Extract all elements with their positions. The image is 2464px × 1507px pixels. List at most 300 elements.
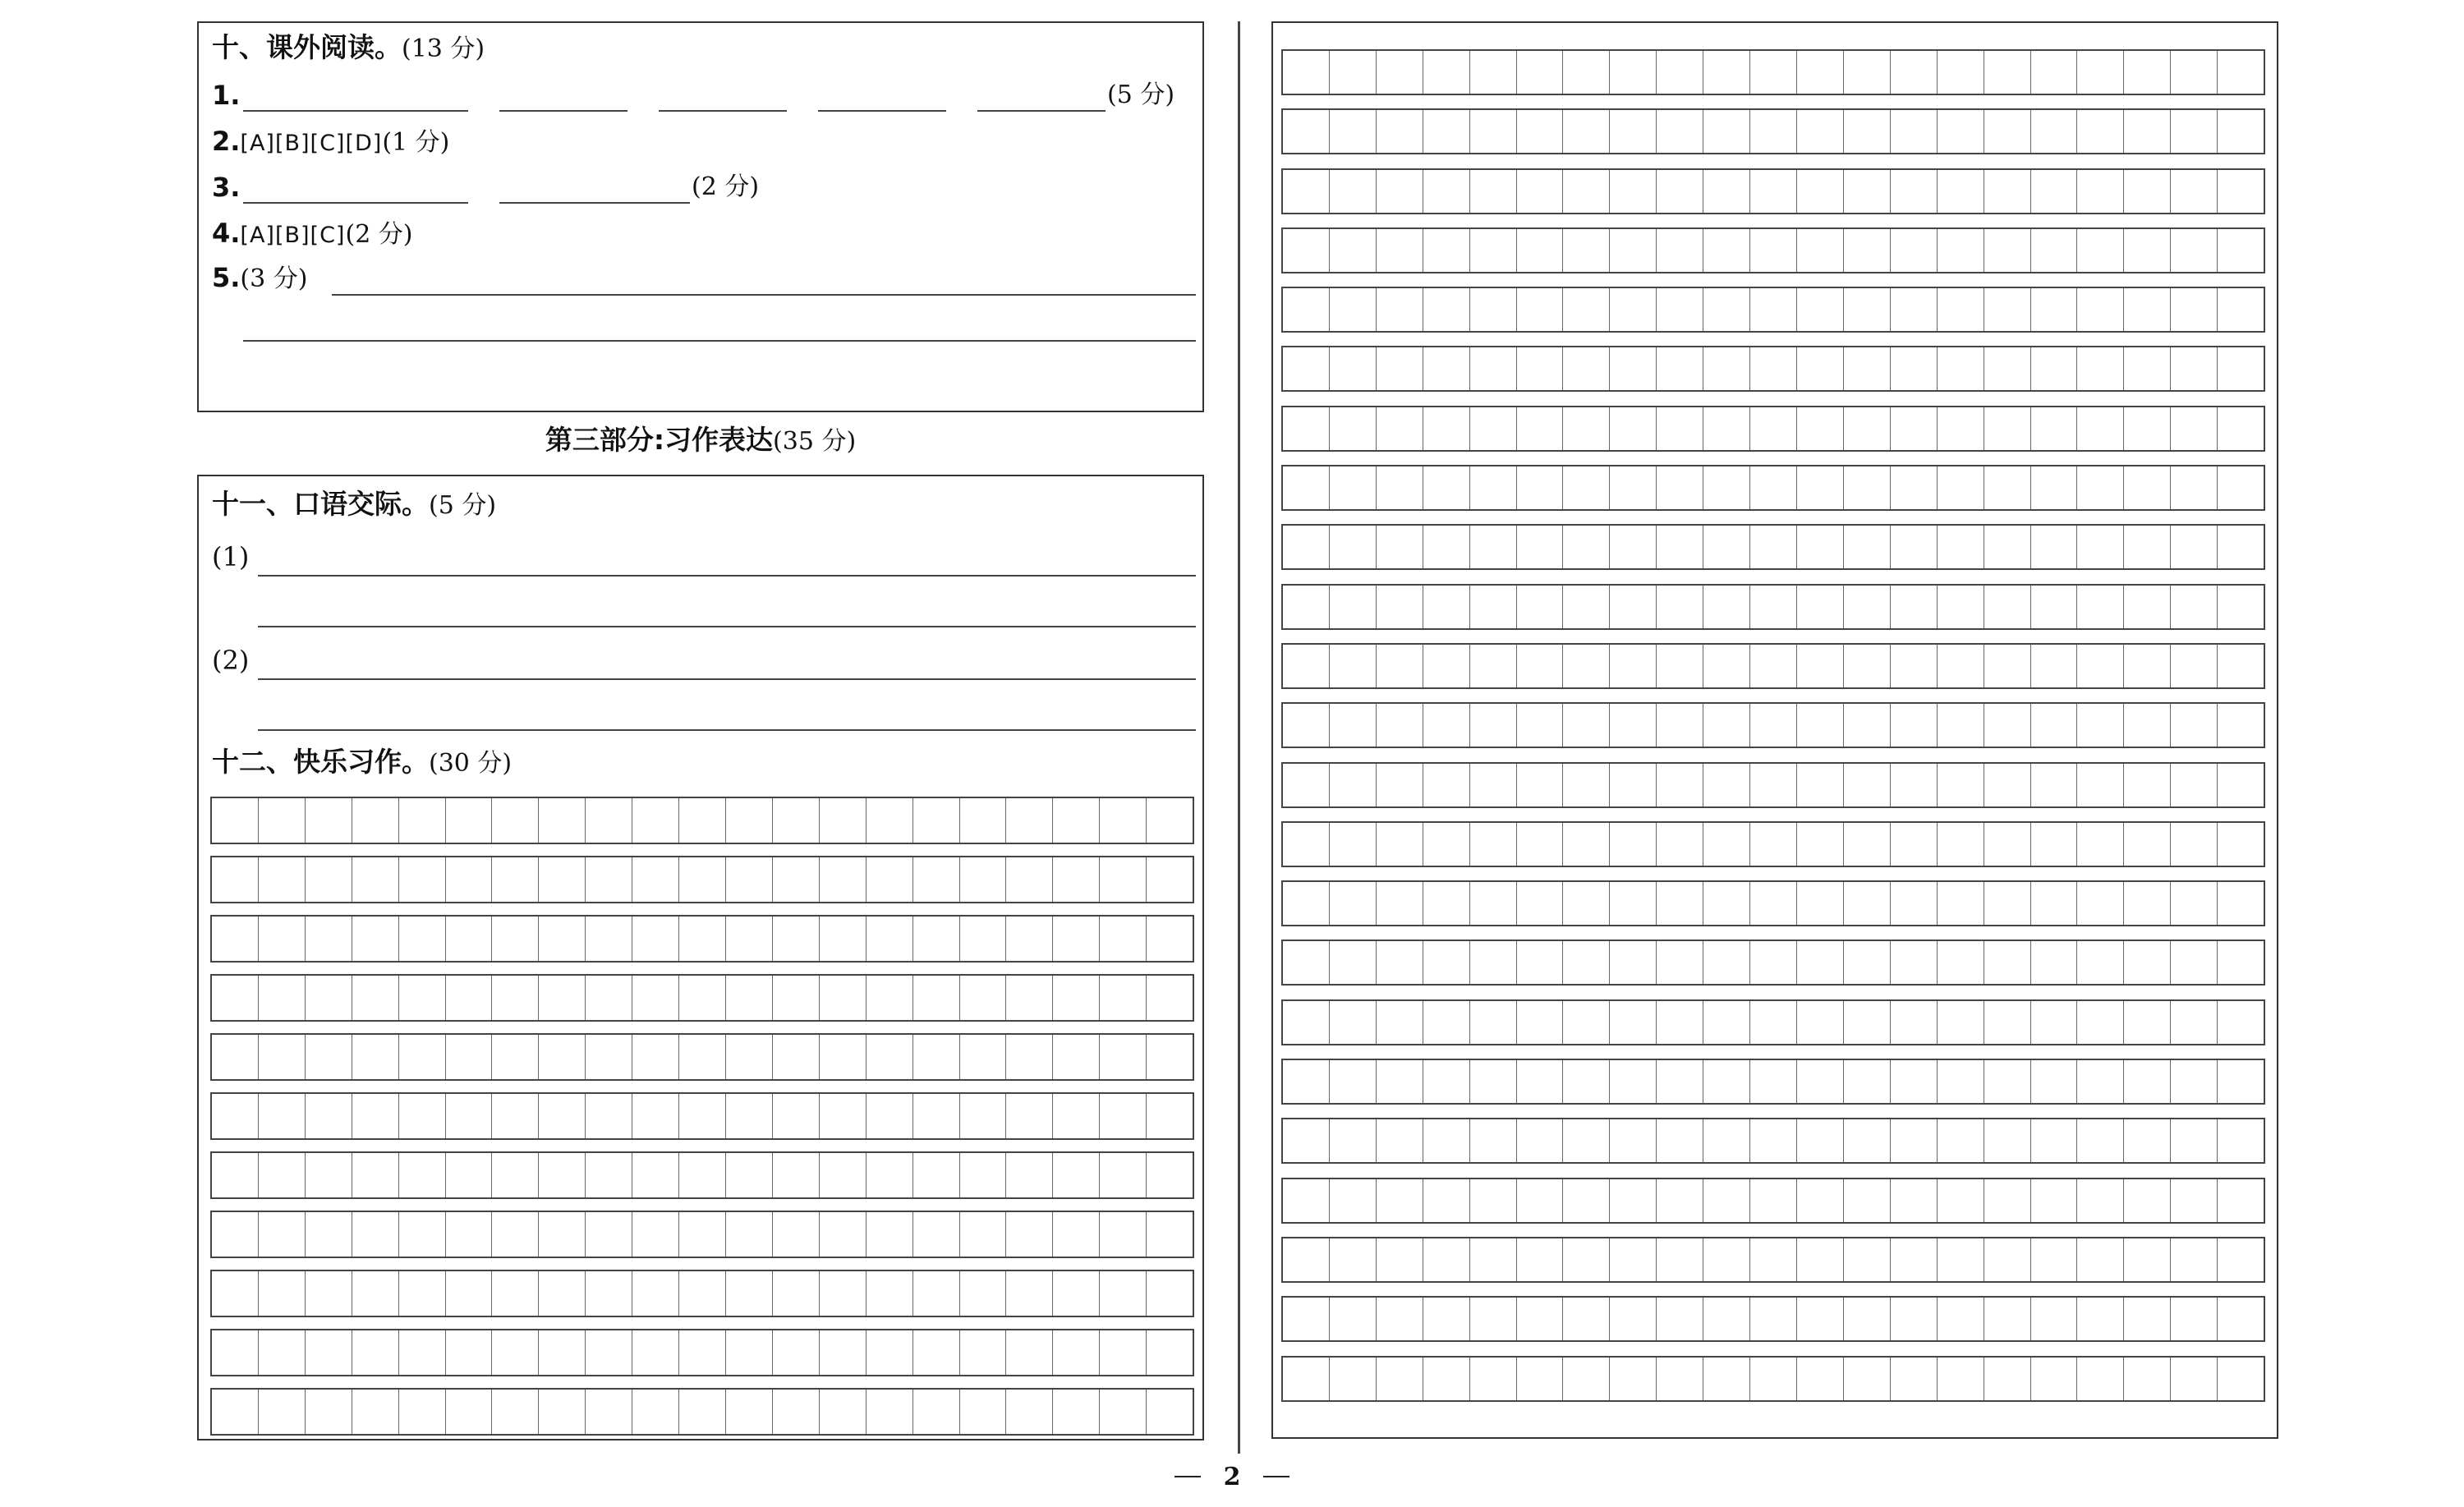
grid-cell[interactable]	[1749, 764, 1796, 806]
grid-cell[interactable]	[2170, 526, 2217, 568]
grid-cell[interactable]	[1656, 1179, 1703, 1222]
grid-cell[interactable]	[1843, 586, 1890, 628]
grid-cell[interactable]	[1099, 1271, 1146, 1316]
q5-answer-line-2[interactable]	[243, 340, 1196, 342]
grid-cell[interactable]	[2217, 882, 2264, 925]
grid-cell[interactable]	[1469, 941, 1516, 984]
grid-cell[interactable]	[258, 1330, 305, 1375]
grid-cell[interactable]	[959, 857, 1006, 902]
grid-cell[interactable]	[2217, 1238, 2264, 1281]
grid-cell[interactable]	[1423, 823, 1469, 866]
grid-cell[interactable]	[1562, 1238, 1609, 1281]
grid-cell[interactable]	[1099, 1094, 1146, 1138]
grid-cell[interactable]	[1283, 170, 1329, 213]
grid-cell[interactable]	[1376, 1179, 1423, 1222]
grid-cell[interactable]	[1890, 1179, 1937, 1222]
grid-cell[interactable]	[866, 917, 913, 961]
grid-cell[interactable]	[1376, 1238, 1423, 1281]
grid-cell[interactable]	[1937, 882, 1984, 925]
grid-cell[interactable]	[819, 1271, 866, 1316]
grid-cell[interactable]	[1283, 1179, 1329, 1222]
grid-cell[interactable]	[398, 1212, 445, 1257]
grid-cell[interactable]	[398, 917, 445, 961]
grid-cell[interactable]	[1937, 170, 1984, 213]
grid-cell[interactable]	[1283, 288, 1329, 331]
grid-cell[interactable]	[352, 798, 398, 843]
grid-cell[interactable]	[1843, 1298, 1890, 1340]
grid-cell[interactable]	[2217, 586, 2264, 628]
grid-cell[interactable]	[1005, 798, 1052, 843]
grid-cell[interactable]	[1516, 466, 1563, 509]
grid-cell[interactable]	[491, 857, 538, 902]
grid-cell[interactable]	[1005, 1153, 1052, 1197]
grid-cell[interactable]	[819, 1390, 866, 1434]
grid-cell[interactable]	[866, 1094, 913, 1138]
grid-cell[interactable]	[1749, 1298, 1796, 1340]
grid-cell[interactable]	[1283, 51, 1329, 94]
grid-cell[interactable]	[1749, 704, 1796, 747]
grid-cell[interactable]	[212, 798, 258, 843]
grid-cell[interactable]	[632, 1153, 678, 1197]
grid-cell[interactable]	[2123, 882, 2170, 925]
grid-cell[interactable]	[1749, 110, 1796, 153]
grid-cell[interactable]	[2123, 1238, 2170, 1281]
grid-cell[interactable]	[1423, 1179, 1469, 1222]
grid-cell[interactable]	[725, 857, 772, 902]
grid-cell[interactable]	[1283, 764, 1329, 806]
oral-item-2-line-2[interactable]	[258, 729, 1196, 731]
grid-cell[interactable]	[1099, 917, 1146, 961]
grid-cell[interactable]	[1469, 229, 1516, 272]
grid-cell[interactable]	[1562, 823, 1609, 866]
grid-cell[interactable]	[1609, 1298, 1656, 1340]
grid-cell[interactable]	[1609, 1119, 1656, 1162]
grid-cell[interactable]	[632, 798, 678, 843]
grid-cell[interactable]	[1609, 882, 1656, 925]
grid-cell[interactable]	[2030, 1119, 2077, 1162]
grid-cell[interactable]	[1656, 1001, 1703, 1044]
grid-cell[interactable]	[585, 798, 632, 843]
grid-cell[interactable]	[959, 1035, 1006, 1079]
grid-cell[interactable]	[2170, 1001, 2217, 1044]
grid-cell[interactable]	[1283, 586, 1329, 628]
grid-cell[interactable]	[1796, 407, 1843, 450]
grid-cell[interactable]	[1984, 288, 2030, 331]
grid-cell[interactable]	[959, 1390, 1006, 1434]
grid-cell[interactable]	[1423, 526, 1469, 568]
grid-cell[interactable]	[1283, 407, 1329, 450]
grid-cell[interactable]	[1890, 170, 1937, 213]
grid-cell[interactable]	[2030, 1238, 2077, 1281]
grid-cell[interactable]	[1890, 229, 1937, 272]
grid-cell[interactable]	[2123, 1179, 2170, 1222]
grid-cell[interactable]	[2170, 941, 2217, 984]
grid-cell[interactable]	[585, 1271, 632, 1316]
grid-cell[interactable]	[1984, 110, 2030, 153]
grid-cell[interactable]	[1796, 51, 1843, 94]
grid-cell[interactable]	[1283, 1001, 1329, 1044]
grid-cell[interactable]	[1843, 1179, 1890, 1222]
grid-cell[interactable]	[2076, 1358, 2123, 1400]
grid-cell[interactable]	[2030, 170, 2077, 213]
grid-cell[interactable]	[1843, 764, 1890, 806]
grid-cell[interactable]	[2030, 466, 2077, 509]
grid-cell[interactable]	[819, 798, 866, 843]
grid-cell[interactable]	[2076, 347, 2123, 390]
grid-cell[interactable]	[866, 976, 913, 1020]
grid-cell[interactable]	[2170, 764, 2217, 806]
grid-cell[interactable]	[1469, 704, 1516, 747]
grid-cell[interactable]	[1376, 1001, 1423, 1044]
grid-cell[interactable]	[2217, 764, 2264, 806]
grid-cell[interactable]	[1099, 1212, 1146, 1257]
grid-cell[interactable]	[2170, 347, 2217, 390]
grid-cell[interactable]	[632, 1212, 678, 1257]
grid-cell[interactable]	[1516, 1001, 1563, 1044]
grid-cell[interactable]	[1469, 1179, 1516, 1222]
grid-cell[interactable]	[2170, 407, 2217, 450]
grid-cell[interactable]	[305, 798, 352, 843]
grid-cell[interactable]	[212, 1390, 258, 1434]
grid-cell[interactable]	[1562, 1179, 1609, 1222]
grid-cell[interactable]	[212, 976, 258, 1020]
grid-cell[interactable]	[1937, 1358, 1984, 1400]
grid-cell[interactable]	[445, 1330, 492, 1375]
grid-cell[interactable]	[1423, 586, 1469, 628]
grid-cell[interactable]	[1516, 1060, 1563, 1103]
grid-cell[interactable]	[1329, 1060, 1376, 1103]
grid-cell[interactable]	[772, 1330, 819, 1375]
grid-cell[interactable]	[1516, 764, 1563, 806]
grid-cell[interactable]	[819, 1330, 866, 1375]
grid-cell[interactable]	[913, 798, 959, 843]
grid-cell[interactable]	[1843, 466, 1890, 509]
grid-cell[interactable]	[1283, 229, 1329, 272]
grid-cell[interactable]	[1516, 110, 1563, 153]
grid-cell[interactable]	[1749, 1238, 1796, 1281]
grid-cell[interactable]	[258, 1271, 305, 1316]
grid-cell[interactable]	[1890, 407, 1937, 450]
grid-cell[interactable]	[305, 976, 352, 1020]
grid-cell[interactable]	[1052, 1212, 1099, 1257]
grid-cell[interactable]	[1283, 704, 1329, 747]
grid-cell[interactable]	[1984, 823, 2030, 866]
grid-cell[interactable]	[1937, 526, 1984, 568]
grid-cell[interactable]	[2170, 170, 2217, 213]
grid-cell[interactable]	[1052, 1271, 1099, 1316]
grid-cell[interactable]	[772, 917, 819, 961]
grid-cell[interactable]	[678, 1153, 725, 1197]
grid-cell[interactable]	[1329, 526, 1376, 568]
grid-cell[interactable]	[2076, 1001, 2123, 1044]
grid-cell[interactable]	[1890, 1298, 1937, 1340]
grid-cell[interactable]	[1099, 1153, 1146, 1197]
grid-cell[interactable]	[1329, 407, 1376, 450]
grid-cell[interactable]	[1937, 764, 1984, 806]
grid-cell[interactable]	[1562, 586, 1609, 628]
grid-cell[interactable]	[1937, 1060, 1984, 1103]
grid-cell[interactable]	[1703, 882, 1749, 925]
grid-cell[interactable]	[2076, 1119, 2123, 1162]
grid-cell[interactable]	[491, 1094, 538, 1138]
grid-cell[interactable]	[1984, 466, 2030, 509]
grid-cell[interactable]	[2217, 1001, 2264, 1044]
grid-cell[interactable]	[1329, 586, 1376, 628]
grid-cell[interactable]	[725, 1035, 772, 1079]
grid-cell[interactable]	[1984, 347, 2030, 390]
grid-cell[interactable]	[678, 1094, 725, 1138]
grid-cell[interactable]	[1609, 110, 1656, 153]
grid-cell[interactable]	[2030, 704, 2077, 747]
grid-cell[interactable]	[1329, 1001, 1376, 1044]
grid-cell[interactable]	[585, 1390, 632, 1434]
grid-cell[interactable]	[1423, 407, 1469, 450]
grid-cell[interactable]	[2076, 586, 2123, 628]
grid-cell[interactable]	[2123, 170, 2170, 213]
grid-cell[interactable]	[1843, 170, 1890, 213]
grid-cell[interactable]	[1843, 704, 1890, 747]
q1-blank-2[interactable]	[499, 110, 627, 112]
grid-cell[interactable]	[2170, 1238, 2217, 1281]
grid-cell[interactable]	[1984, 882, 2030, 925]
grid-cell[interactable]	[538, 1330, 585, 1375]
grid-cell[interactable]	[1376, 586, 1423, 628]
grid-cell[interactable]	[2217, 526, 2264, 568]
grid-cell[interactable]	[772, 1153, 819, 1197]
grid-cell[interactable]	[1516, 229, 1563, 272]
grid-cell[interactable]	[1656, 1238, 1703, 1281]
grid-cell[interactable]	[959, 1271, 1006, 1316]
q3-blank-1[interactable]	[243, 202, 468, 204]
grid-cell[interactable]	[212, 1330, 258, 1375]
grid-cell[interactable]	[1005, 1094, 1052, 1138]
grid-cell[interactable]	[1376, 288, 1423, 331]
grid-cell[interactable]	[1052, 976, 1099, 1020]
oral-item-1-line-2[interactable]	[258, 626, 1196, 627]
grid-cell[interactable]	[1283, 1060, 1329, 1103]
grid-cell[interactable]	[1329, 764, 1376, 806]
grid-cell[interactable]	[352, 976, 398, 1020]
grid-cell[interactable]	[772, 1035, 819, 1079]
grid-cell[interactable]	[1469, 1358, 1516, 1400]
grid-cell[interactable]	[1146, 1094, 1193, 1138]
grid-cell[interactable]	[1749, 229, 1796, 272]
grid-cell[interactable]	[1656, 645, 1703, 687]
grid-cell[interactable]	[2076, 170, 2123, 213]
grid-cell[interactable]	[1843, 51, 1890, 94]
grid-cell[interactable]	[585, 857, 632, 902]
grid-cell[interactable]	[1376, 170, 1423, 213]
grid-cell[interactable]	[959, 1153, 1006, 1197]
grid-cell[interactable]	[1469, 586, 1516, 628]
grid-cell[interactable]	[678, 857, 725, 902]
grid-cell[interactable]	[678, 1271, 725, 1316]
grid-cell[interactable]	[1516, 823, 1563, 866]
grid-cell[interactable]	[1843, 1060, 1890, 1103]
grid-cell[interactable]	[866, 1271, 913, 1316]
grid-cell[interactable]	[1703, 526, 1749, 568]
grid-cell[interactable]	[1516, 1358, 1563, 1400]
grid-cell[interactable]	[1562, 1298, 1609, 1340]
grid-cell[interactable]	[1376, 1358, 1423, 1400]
grid-cell[interactable]	[2123, 586, 2170, 628]
grid-cell[interactable]	[1423, 704, 1469, 747]
grid-cell[interactable]	[819, 1035, 866, 1079]
grid-cell[interactable]	[632, 1330, 678, 1375]
grid-cell[interactable]	[1469, 1001, 1516, 1044]
grid-cell[interactable]	[725, 1153, 772, 1197]
grid-cell[interactable]	[1703, 941, 1749, 984]
grid-cell[interactable]	[1749, 645, 1796, 687]
grid-cell[interactable]	[1099, 1390, 1146, 1434]
grid-cell[interactable]	[1516, 51, 1563, 94]
grid-cell[interactable]	[2030, 1298, 2077, 1340]
grid-cell[interactable]	[1005, 857, 1052, 902]
grid-cell[interactable]	[2076, 645, 2123, 687]
grid-cell[interactable]	[1890, 586, 1937, 628]
grid-cell[interactable]	[1749, 347, 1796, 390]
grid-cell[interactable]	[1984, 1238, 2030, 1281]
grid-cell[interactable]	[819, 917, 866, 961]
grid-cell[interactable]	[632, 1271, 678, 1316]
grid-cell[interactable]	[1984, 407, 2030, 450]
grid-cell[interactable]	[1609, 1060, 1656, 1103]
grid-cell[interactable]	[305, 1153, 352, 1197]
grid-cell[interactable]	[1376, 466, 1423, 509]
grid-cell[interactable]	[1890, 764, 1937, 806]
grid-cell[interactable]	[1656, 51, 1703, 94]
grid-cell[interactable]	[258, 1212, 305, 1257]
grid-cell[interactable]	[1562, 645, 1609, 687]
grid-cell[interactable]	[1656, 1298, 1703, 1340]
grid-cell[interactable]	[1423, 941, 1469, 984]
grid-cell[interactable]	[585, 917, 632, 961]
grid-cell[interactable]	[1984, 1001, 2030, 1044]
grid-cell[interactable]	[1843, 882, 1890, 925]
grid-cell[interactable]	[2030, 1001, 2077, 1044]
grid-cell[interactable]	[1890, 110, 1937, 153]
grid-cell[interactable]	[2030, 882, 2077, 925]
grid-cell[interactable]	[1890, 1238, 1937, 1281]
grid-cell[interactable]	[1609, 1238, 1656, 1281]
grid-cell[interactable]	[1890, 1358, 1937, 1400]
grid-cell[interactable]	[1656, 1119, 1703, 1162]
grid-cell[interactable]	[258, 857, 305, 902]
grid-cell[interactable]	[959, 976, 1006, 1020]
grid-cell[interactable]	[2076, 1238, 2123, 1281]
grid-cell[interactable]	[1890, 288, 1937, 331]
grid-cell[interactable]	[1984, 586, 2030, 628]
grid-cell[interactable]	[1749, 1001, 1796, 1044]
grid-cell[interactable]	[1469, 1119, 1516, 1162]
grid-cell[interactable]	[1423, 288, 1469, 331]
grid-cell[interactable]	[398, 976, 445, 1020]
grid-cell[interactable]	[1423, 170, 1469, 213]
grid-cell[interactable]	[2217, 645, 2264, 687]
grid-cell[interactable]	[2170, 288, 2217, 331]
grid-cell[interactable]	[2030, 941, 2077, 984]
grid-cell[interactable]	[1984, 1358, 2030, 1400]
grid-cell[interactable]	[772, 857, 819, 902]
grid-cell[interactable]	[678, 1330, 725, 1375]
grid-cell[interactable]	[1749, 586, 1796, 628]
grid-cell[interactable]	[1890, 823, 1937, 866]
grid-cell[interactable]	[1146, 1153, 1193, 1197]
grid-cell[interactable]	[678, 1390, 725, 1434]
grid-cell[interactable]	[352, 1271, 398, 1316]
grid-cell[interactable]	[1516, 1179, 1563, 1222]
grid-cell[interactable]	[1796, 229, 1843, 272]
grid-cell[interactable]	[2076, 1179, 2123, 1222]
grid-cell[interactable]	[2123, 229, 2170, 272]
grid-cell[interactable]	[2217, 1298, 2264, 1340]
grid-cell[interactable]	[913, 1153, 959, 1197]
grid-cell[interactable]	[1146, 1212, 1193, 1257]
grid-cell[interactable]	[1562, 941, 1609, 984]
grid-cell[interactable]	[305, 1212, 352, 1257]
grid-cell[interactable]	[1423, 347, 1469, 390]
grid-cell[interactable]	[1937, 1179, 1984, 1222]
grid-cell[interactable]	[1469, 823, 1516, 866]
grid-cell[interactable]	[1283, 645, 1329, 687]
grid-cell[interactable]	[2170, 1119, 2217, 1162]
grid-cell[interactable]	[2217, 1060, 2264, 1103]
grid-cell[interactable]	[1703, 1001, 1749, 1044]
grid-cell[interactable]	[1329, 1238, 1376, 1281]
grid-cell[interactable]	[1796, 1119, 1843, 1162]
grid-cell[interactable]	[1796, 941, 1843, 984]
grid-cell[interactable]	[2076, 526, 2123, 568]
grid-cell[interactable]	[1052, 1153, 1099, 1197]
grid-cell[interactable]	[1609, 51, 1656, 94]
grid-cell[interactable]	[1703, 407, 1749, 450]
grid-cell[interactable]	[1703, 288, 1749, 331]
grid-cell[interactable]	[212, 1094, 258, 1138]
grid-cell[interactable]	[1843, 1358, 1890, 1400]
grid-cell[interactable]	[1423, 1119, 1469, 1162]
grid-cell[interactable]	[1516, 170, 1563, 213]
grid-cell[interactable]	[398, 1035, 445, 1079]
grid-cell[interactable]	[1796, 1001, 1843, 1044]
grid-cell[interactable]	[538, 1153, 585, 1197]
grid-cell[interactable]	[1890, 645, 1937, 687]
grid-cell[interactable]	[305, 917, 352, 961]
grid-cell[interactable]	[725, 917, 772, 961]
grid-cell[interactable]	[1562, 466, 1609, 509]
grid-cell[interactable]	[1423, 466, 1469, 509]
grid-cell[interactable]	[678, 798, 725, 843]
grid-cell[interactable]	[866, 1212, 913, 1257]
grid-cell[interactable]	[445, 917, 492, 961]
grid-cell[interactable]	[2123, 941, 2170, 984]
grid-cell[interactable]	[2217, 823, 2264, 866]
grid-cell[interactable]	[1283, 1119, 1329, 1162]
grid-cell[interactable]	[1796, 1298, 1843, 1340]
grid-cell[interactable]	[1423, 229, 1469, 272]
grid-cell[interactable]	[1609, 1179, 1656, 1222]
grid-cell[interactable]	[1703, 229, 1749, 272]
grid-cell[interactable]	[538, 857, 585, 902]
grid-cell[interactable]	[1937, 288, 1984, 331]
grid-cell[interactable]	[1796, 1060, 1843, 1103]
grid-cell[interactable]	[2030, 110, 2077, 153]
grid-cell[interactable]	[1562, 1358, 1609, 1400]
grid-cell[interactable]	[2076, 110, 2123, 153]
grid-cell[interactable]	[2217, 1358, 2264, 1400]
grid-cell[interactable]	[1329, 941, 1376, 984]
grid-cell[interactable]	[1469, 288, 1516, 331]
grid-cell[interactable]	[1656, 1358, 1703, 1400]
